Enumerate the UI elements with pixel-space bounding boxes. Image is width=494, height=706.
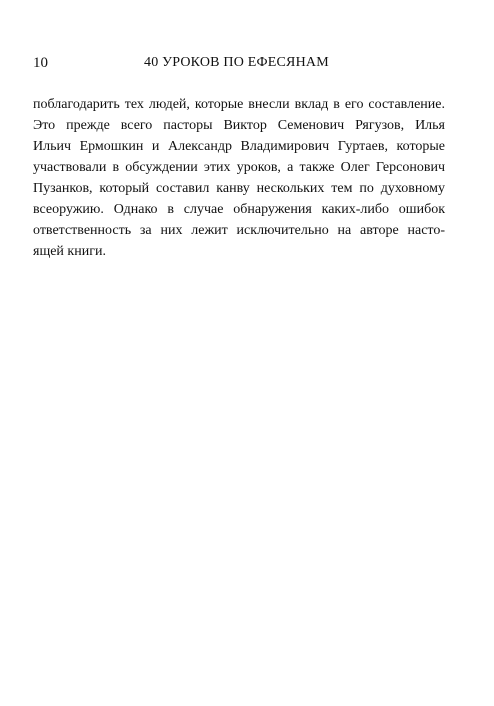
page-number: 10	[33, 55, 48, 71]
text-line: ящей книги.	[33, 244, 106, 259]
body-paragraph	[33, 94, 445, 262]
text-line: Ильич Ермошкин и Александр Владимирович Гуртаев, которые	[33, 139, 445, 154]
text-line: Пузанков, который составил канву нескольких тем по духовному	[33, 181, 445, 196]
page-header	[33, 54, 445, 74]
text-line: участвовали в обсуждении этих уроков, а также Олег Герсонович	[33, 160, 445, 175]
text-line: всеоружию. Однако в случае обнаружения каких-либо ошибок	[33, 202, 445, 217]
text-line: ответственность за них лежит исключительно на авторе насто-	[33, 223, 445, 238]
text-line: поблагодарить тех людей, которые внесли вклад в его составление.	[33, 97, 445, 112]
running-title: 40 УРОКОВ ПО ЕФЕСЯНАМ	[144, 55, 329, 70]
text-line: Это прежде всего пасторы Виктор Семенович Рягузов, Илья	[33, 118, 445, 133]
